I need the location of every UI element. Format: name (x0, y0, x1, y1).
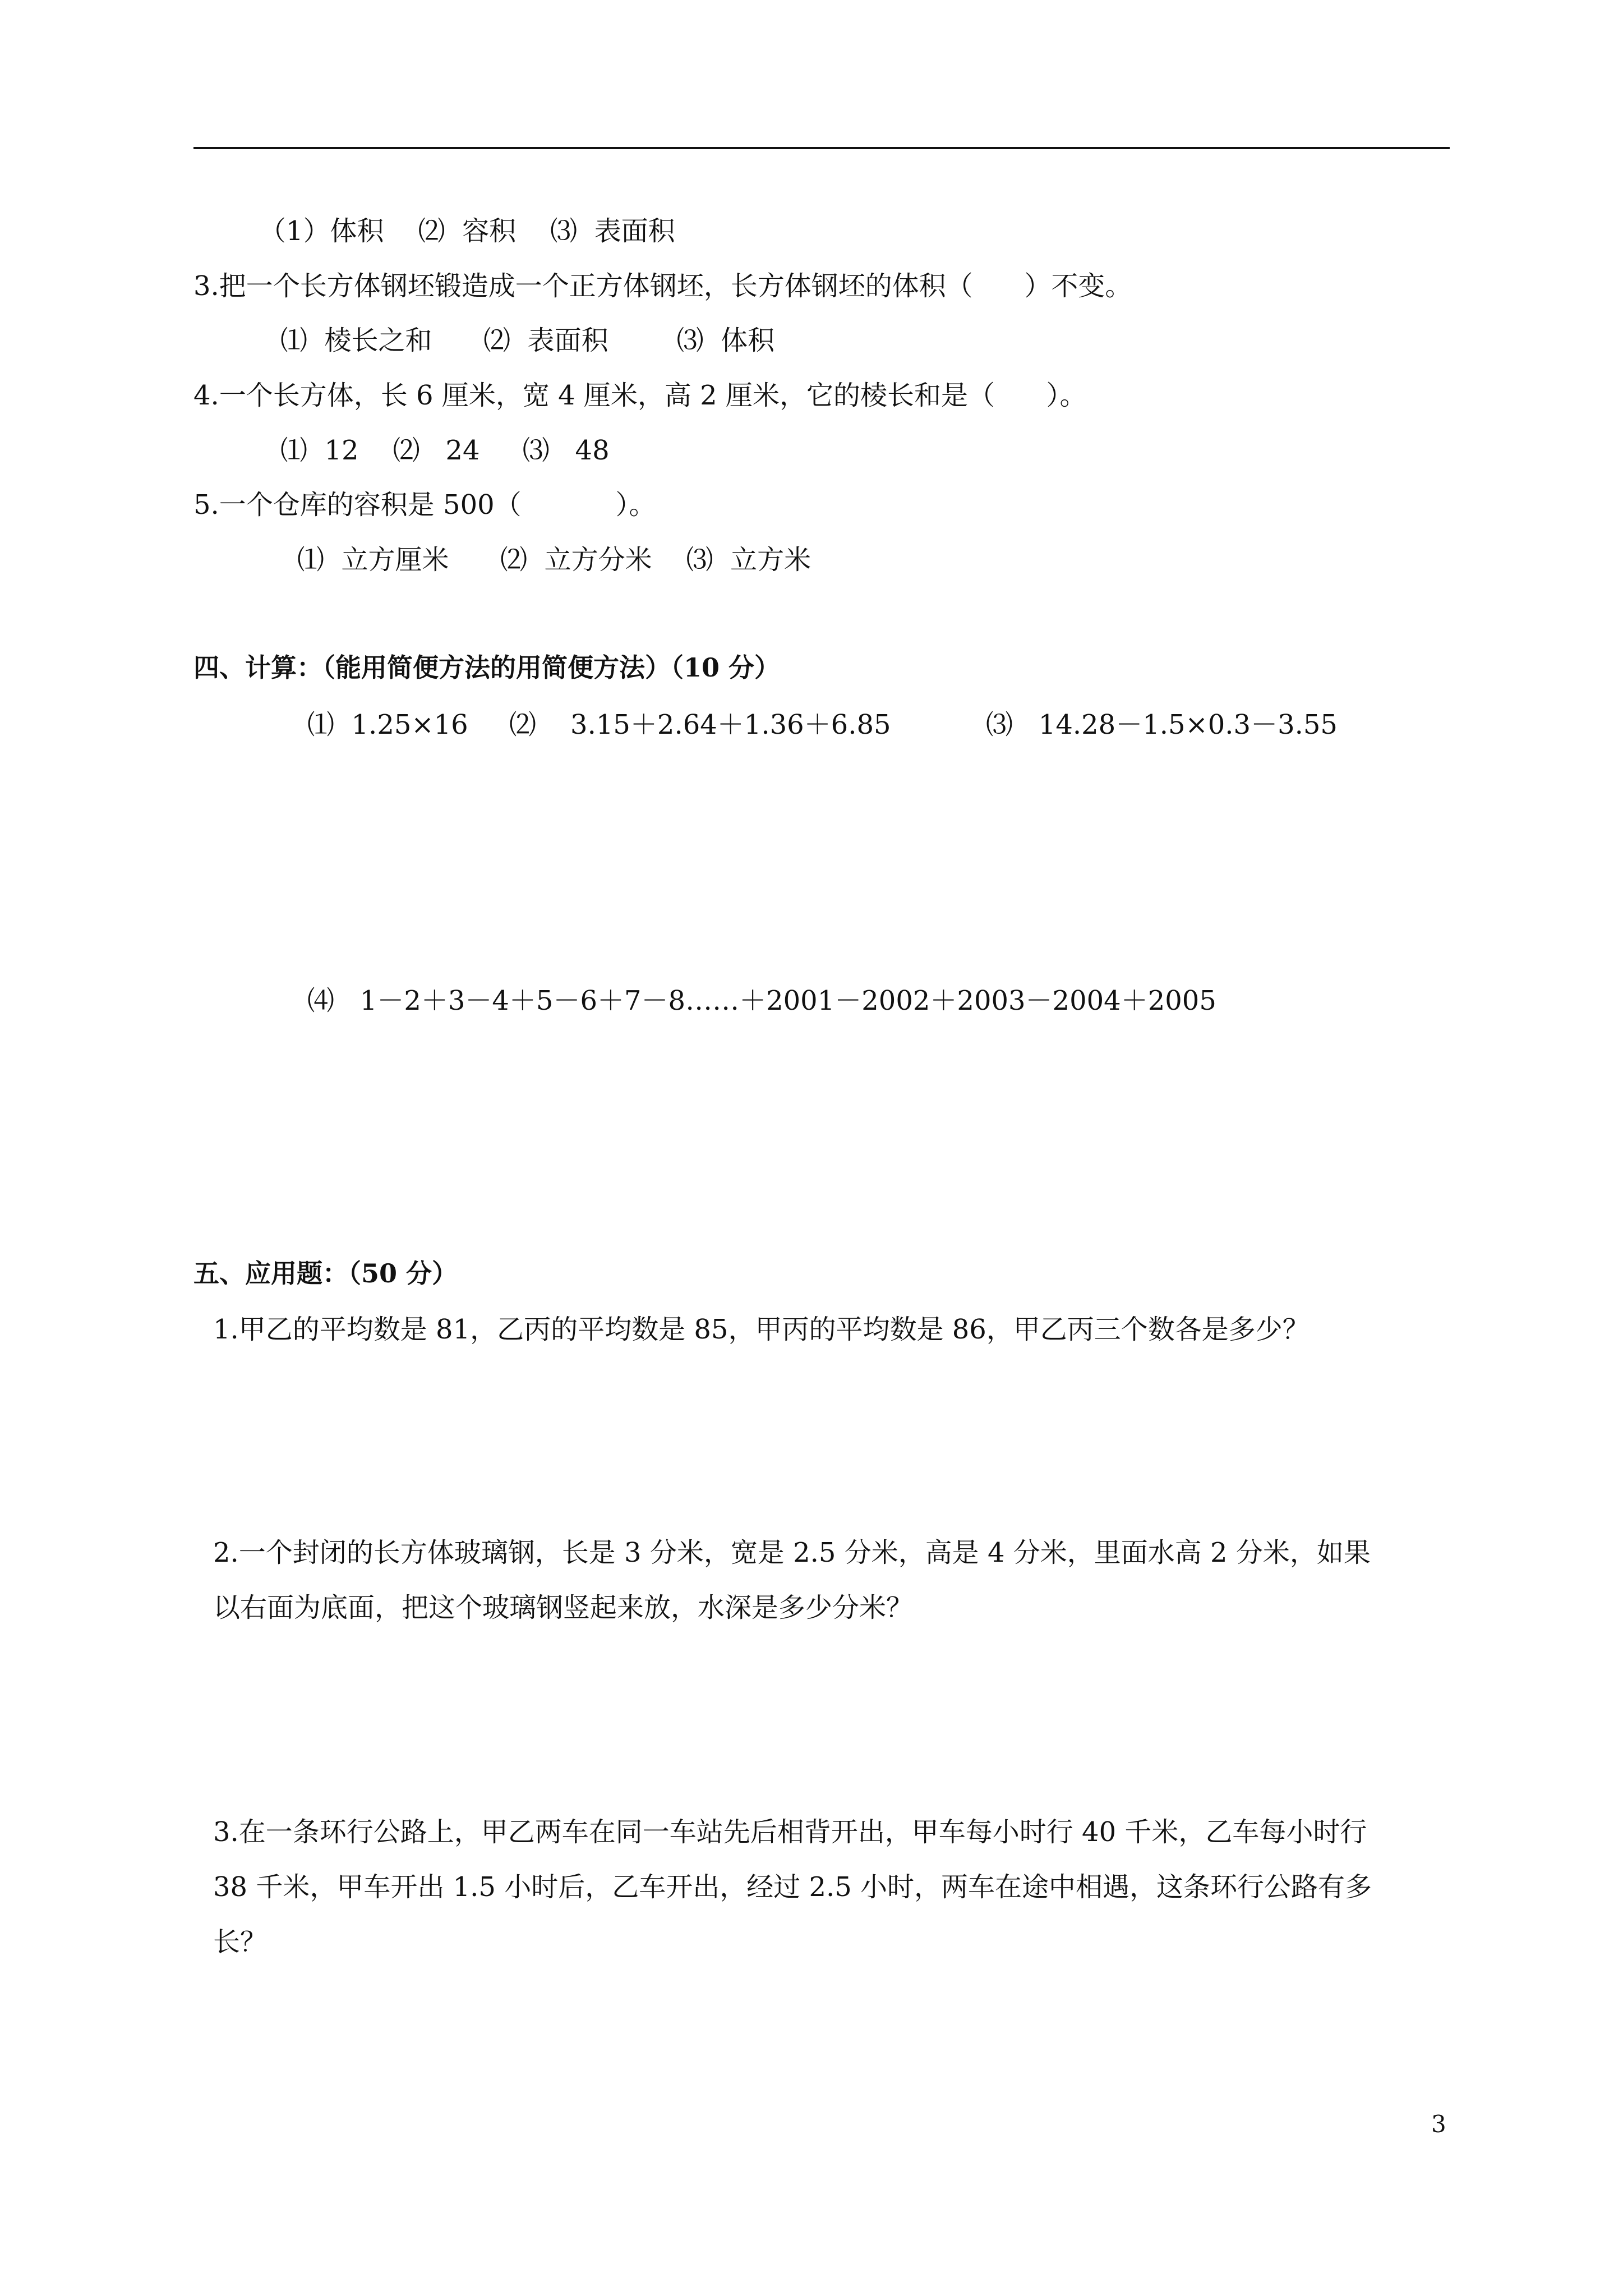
section-5-heading: 五、应用题：（50 分） (193, 1258, 458, 1289)
calc-problem-4: ⑷ 1－2＋3－4＋5－6＋7－8……＋2001－2002＋2003－2004＋2005 (307, 985, 1216, 1016)
calc-problem-2: ⑵ 3.15＋2.64＋1.36＋6.85 (509, 709, 891, 740)
calc-problem-1: ⑴ 1.25×16 (307, 709, 468, 740)
word-problem-2-line-2: 以右面为底面，把这个玻璃钢竖起来放，水深是多少分米？ (213, 1592, 914, 1623)
word-problem-3-line-1: 3.在一条环行公路上，甲乙两车在同一车站先后相背开出，甲车每小时行 40 千米，乙车每小时行 (213, 1816, 1367, 1848)
question-5-options: ⑴ 立方厘米 ⑵ 立方分米 ⑶ 立方米 (297, 544, 811, 576)
question-4-text: 4.一个长方体，长 6 厘米，宽 4 厘米，高 2 厘米，它的棱长和是（ ）。 (193, 380, 1087, 411)
word-problem-3-line-3: 长？ (213, 1926, 268, 1958)
question-3-options: ⑴ 棱长之和 ⑵ 表面积 ⑶ 体积 (280, 325, 775, 356)
question-4-options: ⑴ 12 ⑵ 24 ⑶ 48 (280, 435, 610, 466)
header-rule (193, 147, 1450, 149)
page-number: 3 (1431, 2110, 1446, 2138)
word-problem-3-line-2: 38 千米，甲车开出 1.5 小时后，乙车开出，经过 2.5 小时，两车在途中相遇，这条环行公路有多 (213, 1871, 1372, 1903)
word-problem-1: 1.甲乙的平均数是 81，乙丙的平均数是 85，甲丙的平均数是 86，甲乙丙三个数各是多少？ (213, 1314, 1310, 1345)
question-2-options: （1）体积 ⑵ 容积 ⑶ 表面积 (259, 215, 675, 247)
section-4-heading: 四、计算：（能用简便方法的用简便方法）（10 分） (193, 652, 781, 683)
question-5-text: 5.一个仓库的容积是 500（ ）。 (193, 489, 656, 521)
calc-problem-3: ⑶ 14.28－1.5×0.3－3.55 (986, 709, 1338, 740)
question-3-text: 3.把一个长方体钢坯锻造成一个正方体钢坯，长方体钢坯的体积（ ）不变。 (193, 270, 1132, 302)
word-problem-2-line-1: 2.一个封闭的长方体玻璃钢，长是 3 分米，宽是 2.5 分米，高是 4 分米，里面水高 2 分米，如果 (213, 1537, 1371, 1568)
